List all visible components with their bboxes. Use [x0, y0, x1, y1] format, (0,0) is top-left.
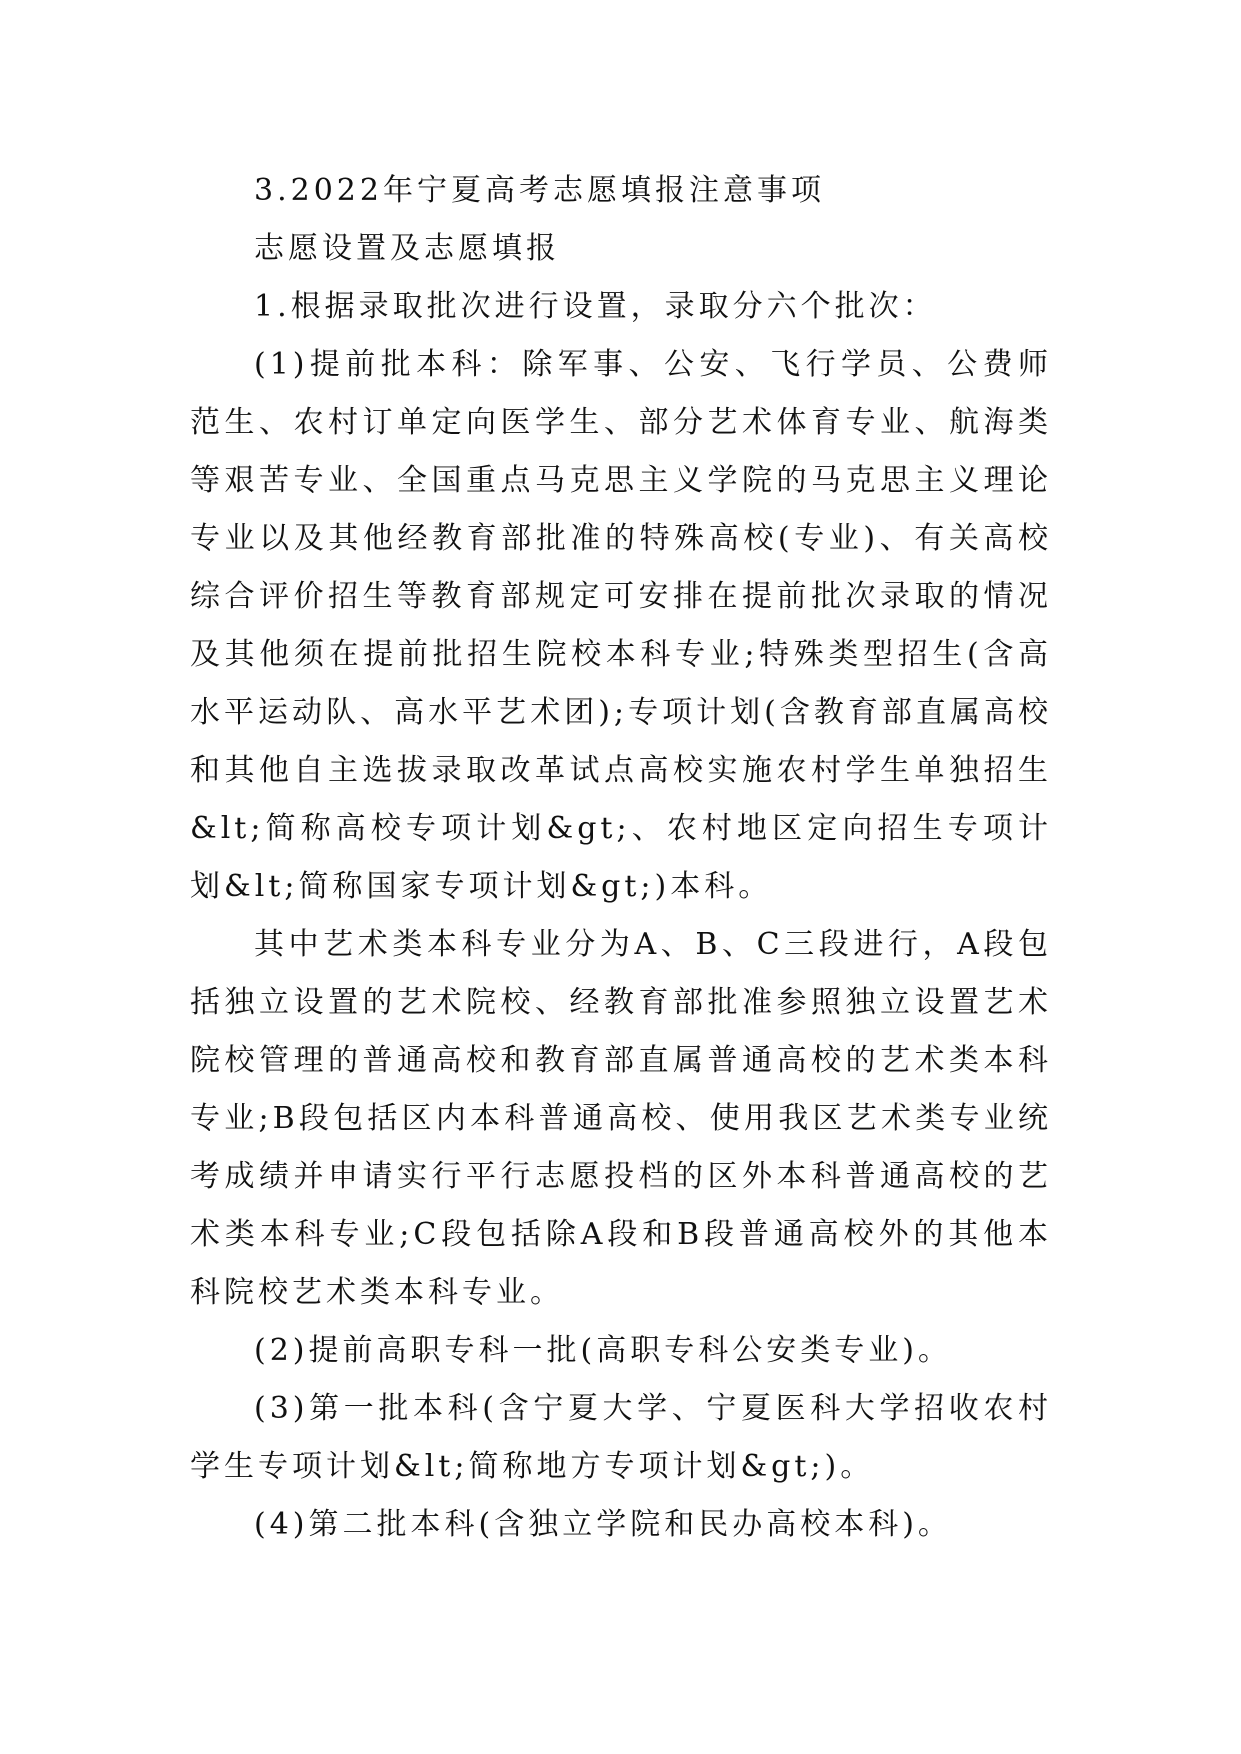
document-body — [190, 162, 1052, 1554]
paragraph-art-sections: 其中艺术类本科专业分为A、B、C三段进行，A段包括独立设置的艺术院校、经教育部批准参照独立设置艺术院校管理的普通高校和教育部直属普通高校的艺术类本科专业;B段包括区内本科普通高校、使用我区艺术类专业统考成绩并申请实行平行志愿投档的区外本科普通高校的艺术类本科专业;C段包括除A段和B段普通高校外的其他本科院校艺术类本科专业。 — [190, 927, 1052, 1310]
section-heading: 3.2022年宁夏高考志愿填报注意事项 — [254, 173, 825, 208]
paragraph-item-3: (3)第一批本科(含宁夏大学、宁夏医科大学招收农村学生专项计划&lt;简称地方专项计划&gt;)。 — [190, 1391, 1052, 1484]
paragraph-item-2: (2)提前高职专科一批(高职专科公安类专业)。 — [254, 1333, 952, 1368]
subsection-heading: 志愿设置及志愿填报 — [254, 231, 560, 266]
paragraph-item-4: (4)第二批本科(含独立学院和民办高校本科)。 — [254, 1507, 952, 1542]
paragraph-batches-intro: 1.根据录取批次进行设置，录取分六个批次： — [254, 289, 937, 324]
paragraph-item-1: (1)提前批本科：除军事、公安、飞行学员、公费师范生、农村订单定向医学生、部分艺术体育专业、航海类等艰苦专业、全国重点马克思主义学院的马克思主义理论专业以及其他经教育部批准的特殊高校(专业)、有关高校综合评价招生等教育部规定可安排在提前批次录取的情况及其他须在提前批招生院校本科专业;特殊类型招生(含高水平运动队、高水平艺术团);专项计划(含教育部直属高校和其他自主选拔录取改革试点高校实施农村学生单独招生&lt;简称高校专项计划&gt;、农村地区定向招生专项计划&lt;简称国家专项计划&gt;)本科。 — [190, 347, 1052, 904]
